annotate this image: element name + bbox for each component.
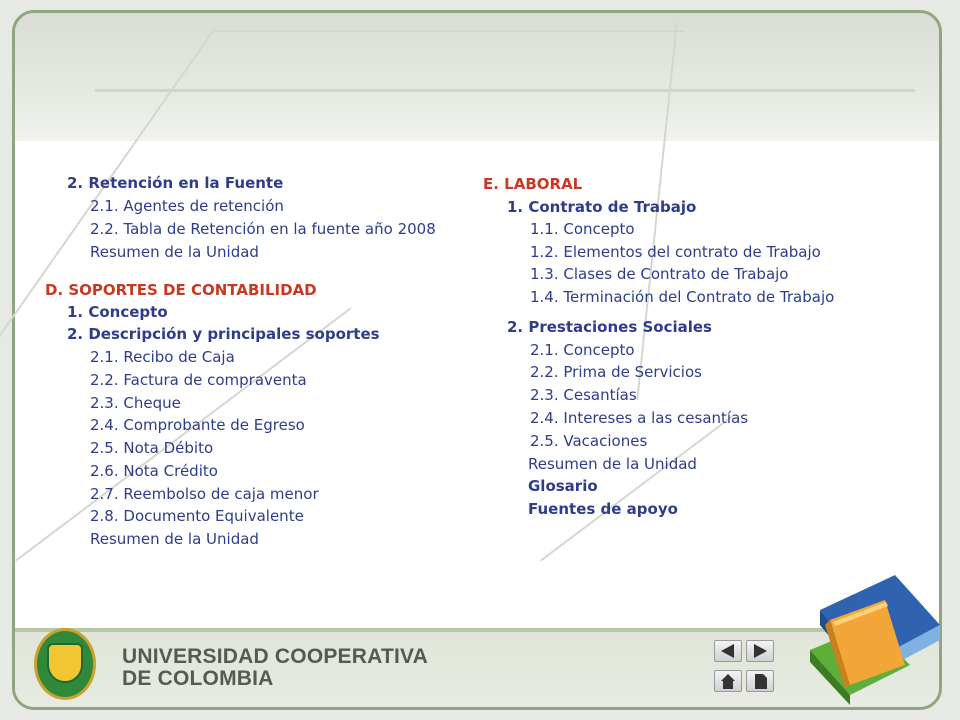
outline-right-item-0[interactable]: E. LABORAL [483, 175, 583, 193]
outline-right-item-14[interactable]: Fuentes de apoyo [528, 500, 678, 518]
next-button[interactable] [746, 640, 774, 662]
outline-left-item-6[interactable]: 2. Descripción y principales soportes [67, 325, 380, 343]
outline-left-item-11[interactable]: 2.5. Nota Débito [90, 439, 214, 457]
outline-left-item-10[interactable]: 2.4. Comprobante de Egreso [90, 416, 305, 434]
outline-left-item-9[interactable]: 2.3. Cheque [90, 394, 181, 412]
outline-right-item-8[interactable]: 2.2. Prima de Servicios [530, 363, 702, 381]
outline-left-item-13[interactable]: 2.7. Reembolso de caja menor [90, 485, 319, 503]
triangle-left-icon [715, 641, 741, 661]
page-icon [747, 671, 773, 691]
outline-right-item-7[interactable]: 2.1. Concepto [530, 341, 635, 359]
outline-right-item-12[interactable]: Resumen de la Unidad [528, 455, 697, 473]
outline-right-item-6[interactable]: 2. Prestaciones Sociales [507, 318, 712, 336]
outline-left-item-1[interactable]: 2.1. Agentes de retención [90, 197, 284, 215]
page-button[interactable] [746, 670, 774, 692]
outline-left-item-7[interactable]: 2.1. Recibo de Caja [90, 348, 235, 366]
home-button[interactable] [714, 670, 742, 692]
outline-right-item-2[interactable]: 1.1. Concepto [530, 220, 635, 238]
outline-left-item-0[interactable]: 2. Retención en la Fuente [67, 174, 284, 192]
outline-right-item-5[interactable]: 1.4. Terminación del Contrato de Trabajo [530, 288, 835, 306]
outline-left-item-14[interactable]: 2.8. Documento Equivalente [90, 507, 304, 525]
triangle-right-icon [747, 641, 773, 661]
university-name-line2: DE COLOMBIA [122, 667, 274, 690]
outline-left-item-5[interactable]: 1. Concepto [67, 303, 168, 321]
outline-right-item-1[interactable]: 1. Contrato de Trabajo [507, 198, 697, 216]
books-icon [800, 570, 950, 710]
decor-line [215, 30, 685, 32]
header-band [15, 13, 939, 141]
prev-button[interactable] [714, 640, 742, 662]
university-seal-icon [34, 628, 96, 700]
outline-right-item-9[interactable]: 2.3. Cesantías [530, 386, 637, 404]
home-icon [715, 671, 741, 691]
outline-left-item-4[interactable]: D. SOPORTES DE CONTABILIDAD [45, 281, 317, 299]
outline-left-item-15[interactable]: Resumen de la Unidad [90, 530, 259, 548]
seal-shield-icon [47, 643, 83, 683]
outline-right-item-3[interactable]: 1.2. Elementos del contrato de Trabajo [530, 243, 821, 261]
outline-right-item-13[interactable]: Glosario [528, 477, 598, 495]
outline-right-item-10[interactable]: 2.4. Intereses a las cesantías [530, 409, 749, 427]
outline-left-item-2[interactable]: 2.2. Tabla de Retención en la fuente año 2008 [90, 220, 436, 238]
outline-right-item-4[interactable]: 1.3. Clases de Contrato de Trabajo [530, 265, 789, 283]
outline-left-item-12[interactable]: 2.6. Nota Crédito [90, 462, 218, 480]
header-divider [95, 89, 915, 92]
outline-right-item-11[interactable]: 2.5. Vacaciones [530, 432, 648, 450]
university-name-line1: UNIVERSIDAD COOPERATIVA [122, 645, 429, 668]
outline-left-item-8[interactable]: 2.2. Factura de compraventa [90, 371, 307, 389]
outline-left-item-3[interactable]: Resumen de la Unidad [90, 243, 259, 261]
